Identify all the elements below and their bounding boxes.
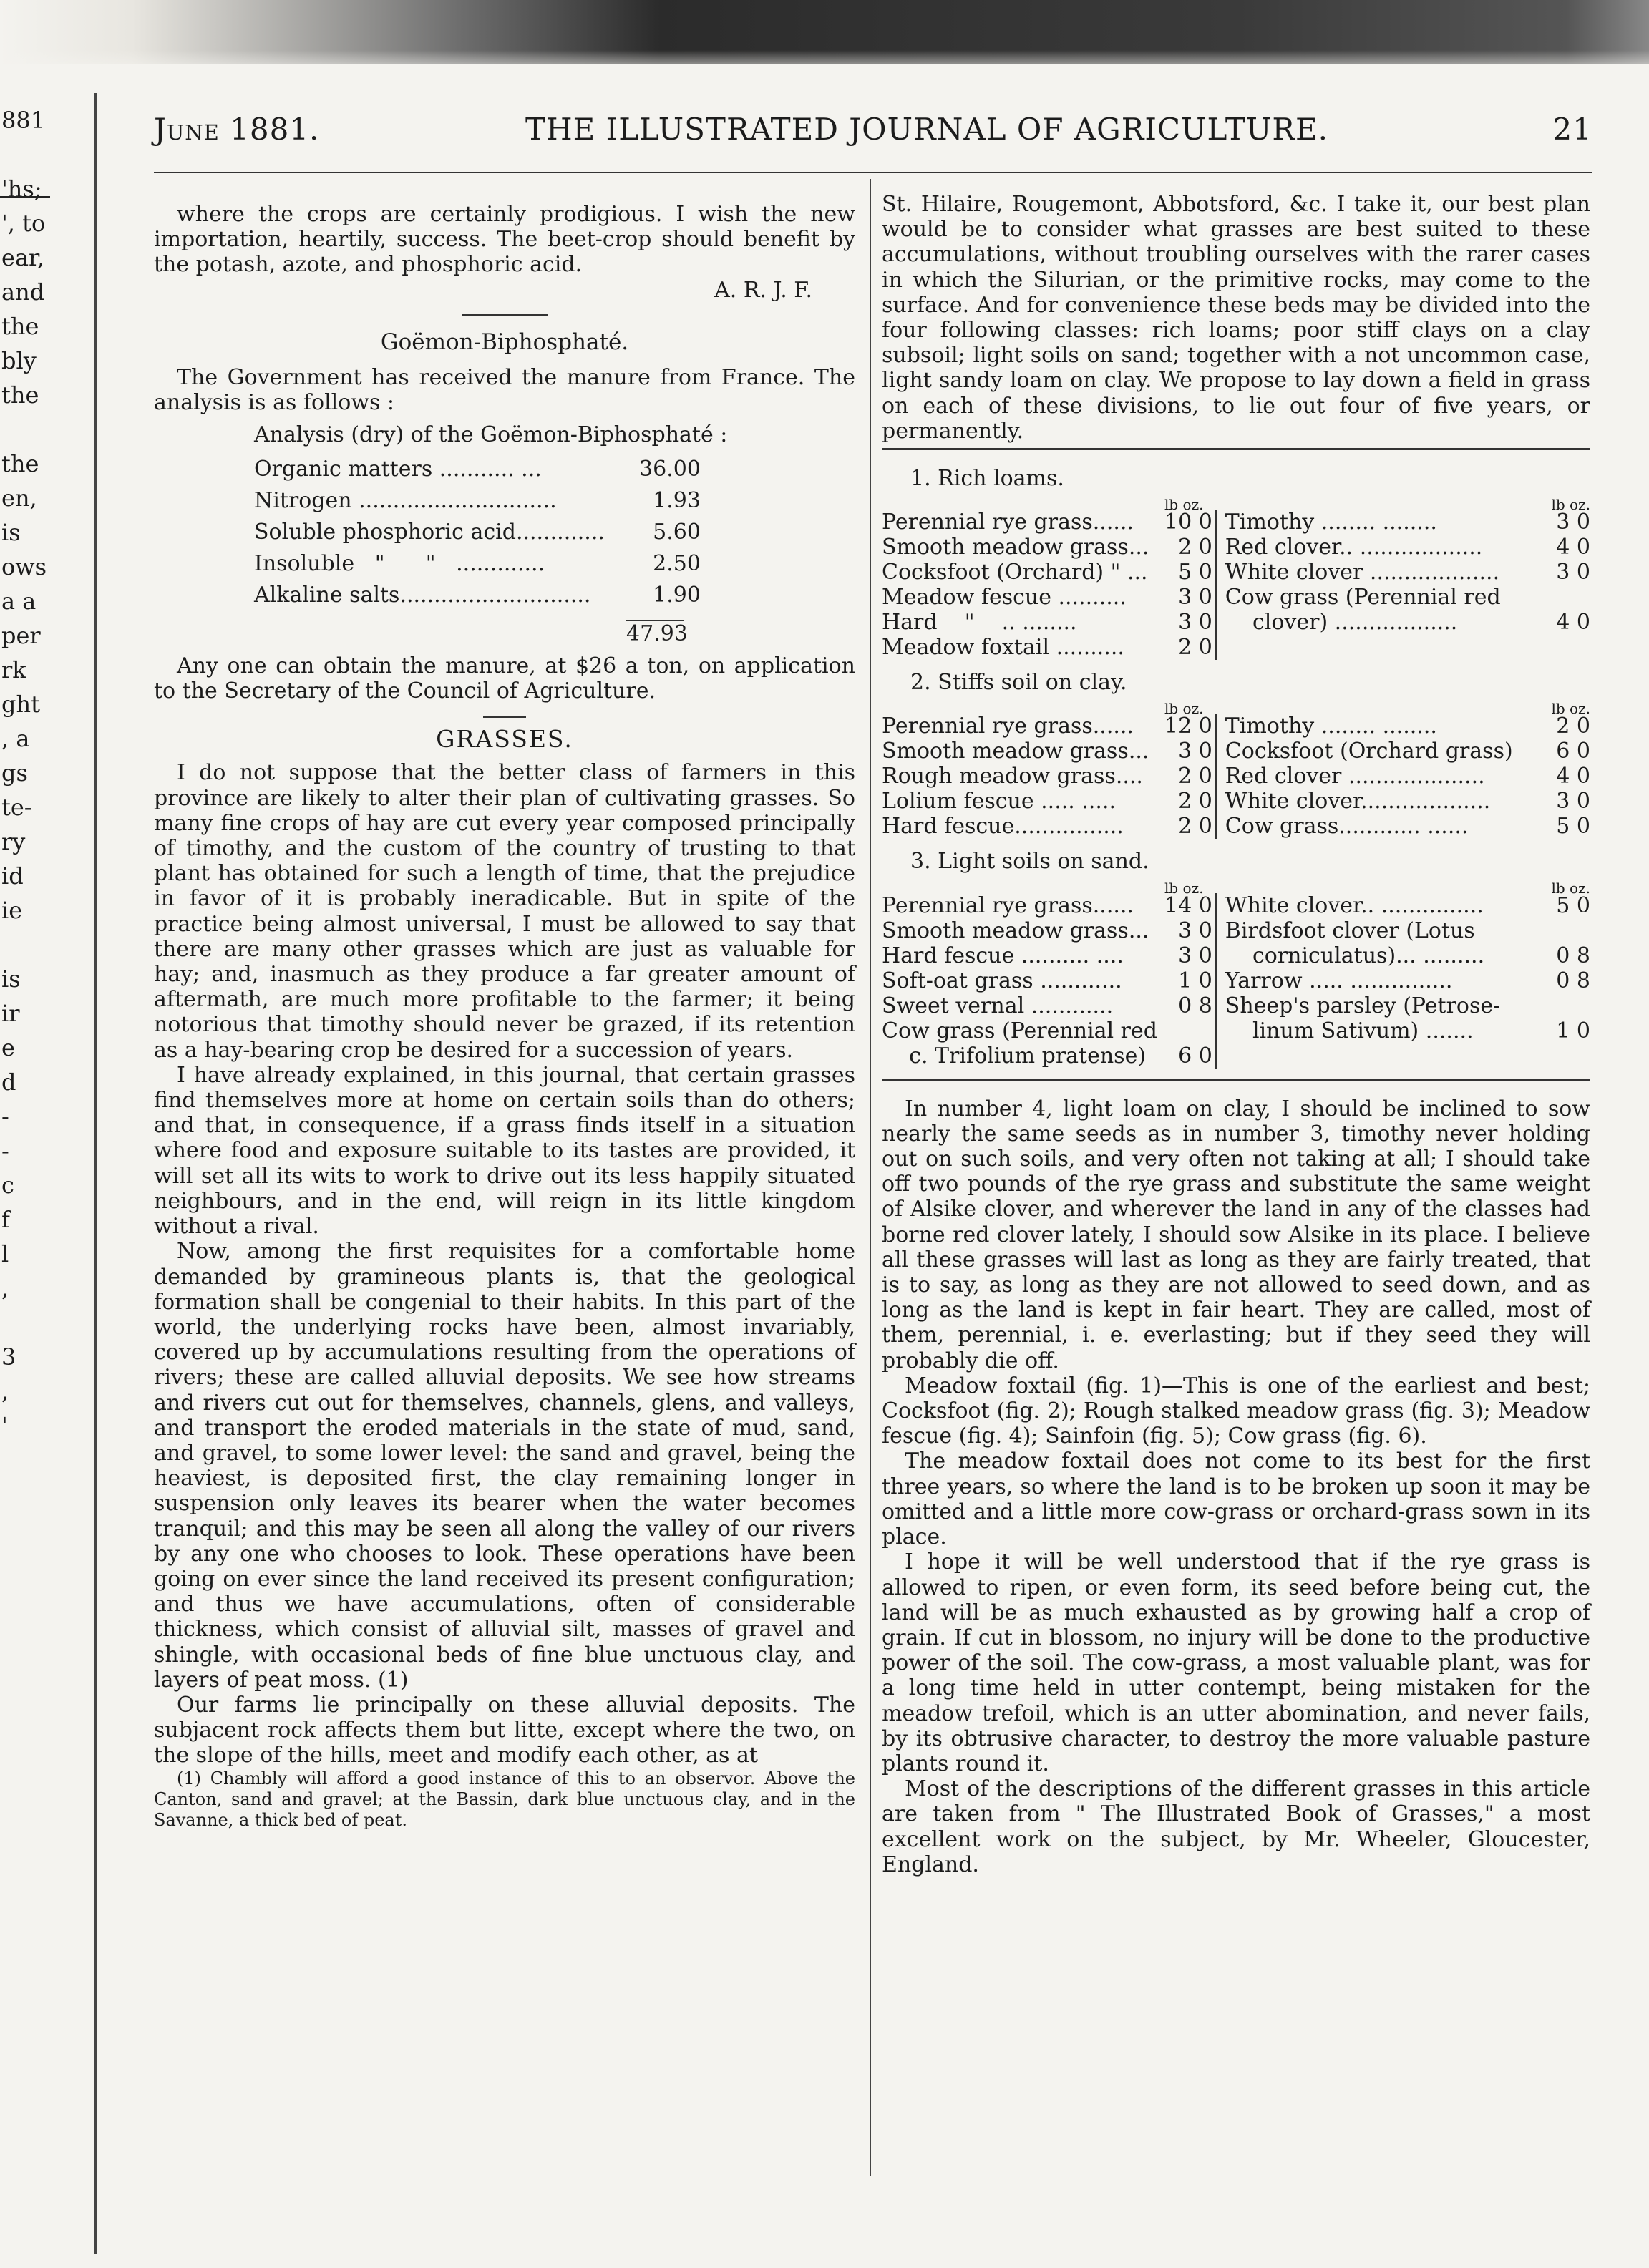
analysis-title: Analysis (dry) of the Goëmon-Biphosphaté : [254,422,728,448]
margin-fragment: ry [1,828,26,855]
seed-weight-left: 2 0 [1164,789,1216,814]
analysis-value: 2.50 [653,550,701,576]
seed-weight-left: 1 0 [1164,968,1216,993]
margin-fragment: te- [1,794,32,821]
footnote: (1) Chambly will afford a good instance of this to an observor. Above the Canton, sand and gravel; at the Bassin, dark blue unctuous clay, and in the Savanne, a thick bed of peat. [154,1768,855,1830]
seed-name-left: Smooth meadow grass... [882,739,1149,764]
seed-weight-right: 0 8 [1556,968,1590,993]
margin-fragment: 3 [1,1343,16,1371]
table-bottom-rule [882,1079,1590,1081]
seed-weight-right [1533,993,1590,1018]
margin-fragment: d [1,1069,16,1096]
header-rule [154,172,1592,173]
margin-fragment: , [1,1275,9,1302]
analysis-label: Nitrogen ............................. [254,487,557,513]
left-margin-rule [0,196,50,198]
margin-fragment: the [1,381,39,409]
grasses-paragraph-4: Our farms lie principally on these alluvial deposits. The subjacent rock affects them but litte, except where the two, on the slope of the hills, meet and modify each other, as at [154,1692,855,1768]
seed-row [882,943,1590,968]
seed-name-left: Sweet vernal ............ [882,993,1114,1018]
unit-label-left: lb oz. [1164,700,1204,718]
section-title: 3. Light soils on sand. [910,849,1149,875]
goemon-heading: Goëmon-Biphosphaté. [380,328,629,355]
unit-header [882,492,1590,514]
seed-name-right: corniculatus)... ......... [1225,943,1485,968]
seed-weight-right: 3 0 [1556,510,1590,535]
margin-fragment: ir [1,1000,20,1027]
unit-header [882,876,1590,897]
seed-name-left: Hard fescue .......... .... [882,943,1124,968]
binding-edge-line [94,93,97,2254]
seed-name-left: Perennial rye grass...... [882,510,1134,535]
seed-name-right: Red clover.. .................. [1225,535,1483,560]
seed-name-right [1216,635,1533,660]
seed-name-left: Hard fescue................ [882,814,1124,839]
seed-row [882,585,1590,610]
seed-name-left: Rough meadow grass.... [882,764,1143,789]
seed-row [882,610,1590,635]
seed-table [882,510,1590,660]
seed-weight-right: 1 0 [1556,1018,1590,1043]
margin-fragment: ' [1,1412,8,1439]
seed-row [882,635,1590,660]
unit-header [882,696,1590,718]
margin-fragment: per [1,622,41,649]
goemon-paragraph-1: The Government has received the manure from France. The analysis is as follows : [154,365,855,416]
page-number: 21 [1552,112,1592,147]
seed-weight-left: 12 0 [1164,714,1216,739]
seed-weight-left: 3 0 [1164,585,1216,610]
seed-name-right: White clover ................... [1225,560,1500,585]
seed-weight-right: 4 0 [1556,764,1590,789]
seed-weight-left: 14 0 [1164,893,1216,918]
seed-row [882,739,1590,764]
seed-name-left: Lolium fescue ..... ..... [882,789,1117,814]
right-intro-paragraph: St. Hilaire, Rougemont, Abbotsford, &c. I take it, our best plan would be to consider what grasses are best suited to these accumulations, without troubling ourselves with the rarer cases in which the Silurian, or the primitive rocks, may come to the surface. And for convenience these beds may be divided into the four following classes: rich loams; poor stiff clays on a clay subsoil; light soils on sand; together with a not uncommon case, light sandy loam on clay. We propose to lay down a field in grass on each of these divisions, to lie out four of five years, or permanently. [882,192,1590,444]
margin-fragment: ie [1,897,23,924]
seed-table [882,893,1590,1069]
grasses-paragraph-3: Now, among the first requisites for a comfortable home demanded by gramineous plants is, that the geological formation shall be congenial to their habits. In this part of the world, the underlying rocks have been, almost invariably, covered up by accumulations resulting from the operations of rivers; these are called alluvial deposits. We see how streams and rivers cut out for themselves, channels, glens, and valleys, and transport the eroded materials in the state of mud, sand, and gravel, to some lower level: the sand and gravel, being the heaviest, is deposited first, the clay remaining longer in suspension only leaves its bearer when the water becomes tranquil; and this may be seen all along the valley of our rivers by any one who chooses to look. These operations have been going on ever since the land received its present configuration; and thus we have accumulations, often of considerable thickness, which consist of alluvial silt, masses of gravel and shingle, with occasional beds of fine blue unctuous clay, and layers of peat moss. (1) [154,1239,855,1693]
seed-weight-right [1533,1043,1590,1069]
seed-weight-right: 5 0 [1556,814,1590,839]
unit-label-right: lb oz. [1551,496,1590,514]
analysis-value: 1.93 [653,487,701,513]
seed-row [882,1018,1590,1043]
seed-weight-left: 3 0 [1164,943,1216,968]
seed-name-right: Yarrow ..... ............... [1225,968,1453,993]
seed-weight-right: 4 0 [1556,610,1590,636]
running-header [154,112,1592,155]
seed-table [882,714,1590,839]
seed-row [882,993,1590,1018]
seed-name-left: Hard " .. ........ [882,610,1077,636]
seed-weight-left: 2 0 [1164,635,1216,660]
seed-name-left: Smooth meadow grass... [882,535,1149,560]
seed-name-right: Timothy ........ ........ [1225,714,1437,739]
seed-name-right: White clover.. ............... [1225,892,1484,918]
margin-fragment: rk [1,656,26,683]
seed-weight-left: 0 8 [1164,993,1216,1018]
number-4-paragraph: In number 4, light loam on clay, I should be inclined to sow nearly the same seeds as in number 3, timothy never holding out on such soils, and very often not taking at all; I should take off two pounds of the rye grass and substitute the same weight of Alsike clover, and wherever the land in any of the classes had borne red clover lately, I should sow Alsike in its place. I believe all these grasses will last as long as they are fairly treated, that is to say, as long as they are not allowed to seed down, and as long as the land is kept in fair heart. They are called, most of them, perennial, i. e. everlasting; but if they seed they will probably die off. [882,1096,1590,1373]
left-column [154,202,855,1831]
seed-mixture-section [882,849,1590,1068]
seed-name-left: Soft-oat grass ............ [882,968,1122,993]
analysis-label: Alkaline salts............................ [254,582,591,608]
margin-fragment: and [1,278,45,306]
analysis-row [254,454,701,485]
margin-fragment: c [1,1172,14,1199]
seed-row [882,1043,1590,1069]
seed-weight-left: 3 0 [1164,918,1216,943]
seed-name-right: Cow grass (Perennial red [1225,585,1501,610]
seed-row [882,893,1590,918]
right-column [882,192,1590,1877]
margin-fragment: ght [1,691,40,718]
seed-weight-right: 2 0 [1556,714,1590,739]
seed-name-right: Birdsfoot clover (Lotus [1225,918,1475,943]
margin-fragment: en, [1,485,37,512]
margin-fragment: , [1,1378,9,1405]
margin-fragment: e [1,1034,15,1061]
seed-row [882,714,1590,739]
margin-fragment: a a [1,588,37,615]
seed-weight-left: 10 0 [1164,510,1216,535]
margin-fragment: the [1,313,39,340]
seed-name-left: Meadow fescue .......... [882,585,1127,610]
seed-weight-left: 3 0 [1164,739,1216,764]
left-margin-fragments [0,107,86,1453]
seed-weight-right: 6 0 [1556,739,1590,764]
analysis-value: 5.60 [653,519,701,545]
seed-weight-right [1533,585,1590,610]
seed-name-right: White clover................... [1225,789,1491,814]
rye-grass-paragraph: I hope it will be well understood that if the rye grass is allowed to ripen, or even form, its seed before being cut, the land will be as much exhausted as by growing half a crop of grain. If cut in blossom, no injury will be done to the productive power of the soil. The cow-grass, a most valuable plant, was for a long time held in utter contempt, being mistaken for the meadow trefoil, which is an utter abomination, and never fails, by its obtrusive character, to destroy the more valuable pasture plants round it. [882,1549,1590,1776]
scan-top-fade [0,50,1649,79]
margin-fragment: l [1,1240,9,1267]
margin-fragment: - [1,1137,9,1164]
seed-row [882,510,1590,535]
analysis-label: Organic matters ........... ... [254,456,542,482]
seed-weight-left: 5 0 [1164,560,1216,585]
seed-weight-right: 5 0 [1556,892,1590,918]
seed-weight-left: 2 0 [1164,814,1216,839]
seed-weight-left: 2 0 [1164,535,1216,560]
analysis-value: 36.00 [639,456,701,482]
margin-fragment: is [1,965,21,993]
seed-weight-right: 3 0 [1556,789,1590,814]
grasses-heading: GRASSES. [436,725,573,754]
seed-name-left: c. Trifolium pratense) [882,1043,1147,1069]
margin-fragment: f [1,1206,10,1233]
seed-weight-left: 3 0 [1164,610,1216,635]
column-rule [870,179,871,2176]
seed-weight-right: 3 0 [1556,560,1590,585]
grasses-paragraph-2: I have already explained, in this journal, that certain grasses find themselves more at home on certain soils than do others; and that, in consequence, if a grass finds itself in a situation where food and exposure suitable to its tastes are provided, it will set all its wits to work to drive out its less happily situated neighbours, and in the end, will reign in its little kingdom without a rival. [154,1062,855,1240]
seed-row [882,764,1590,789]
margin-fragment: 'hs; [1,175,42,203]
analysis-row [254,517,701,548]
section-title: 2. Stiffs soil on clay. [910,670,1127,696]
unit-label-left: lb oz. [1164,879,1204,897]
margin-fragment: ear, [1,244,44,271]
seed-name-right: Cow grass............ ...... [1225,814,1469,839]
unit-label-right: lb oz. [1551,879,1590,897]
seed-row [882,535,1590,560]
seed-name-right: Timothy ........ ........ [1225,510,1437,535]
seed-mixture-section [882,670,1590,839]
analysis-table [254,454,701,611]
sources-paragraph: Most of the descriptions of the different grasses in this article are taken from " The Illustrated Book of Grasses," a most excellent work on the subject, by Mr. Wheeler, Gloucester, England. [882,1776,1590,1877]
seed-weight-left: 6 0 [1164,1043,1216,1069]
seed-name-left: Cow grass (Perennial red [882,1018,1157,1043]
signature: A. R. J. F. [714,277,812,303]
section-rule [483,716,526,718]
analysis-row [254,548,701,580]
seed-name-left: Cocksfoot (Orchard) " ... [882,560,1148,585]
seed-row [882,789,1590,814]
margin-fragment: , a [1,725,30,752]
analysis-total: 47.93 [626,620,688,646]
seed-row [882,918,1590,943]
seed-name-right: Red clover .................... [1225,764,1485,789]
seed-name-left: Meadow foxtail .......... [882,635,1124,661]
intro-paragraph: where the crops are certainly prodigious. I wish the new importation, heartily, success. The beet-crop should benefit by the potash, azote, and phosphoric acid. [154,202,855,278]
seed-name-right: Cocksfoot (Orchard grass) [1225,739,1513,764]
table-top-rule [882,448,1590,450]
seed-row [882,968,1590,993]
margin-fragment: 881 [1,107,46,134]
seed-row [882,560,1590,585]
unit-label-right: lb oz. [1551,700,1590,718]
margin-fragment: the [1,450,39,477]
seed-weight-right [1533,635,1590,660]
margin-fragment: id [1,862,24,890]
journal-title: THE ILLUSTRATED JOURNAL OF AGRICULTURE. [525,112,1328,147]
goemon-paragraph-2: Any one can obtain the manure, at $26 a ton, on application to the Secretary of the Council of Agriculture. [154,653,855,704]
seed-name-right [1216,1043,1533,1069]
margin-fragment: is [1,519,21,546]
foxtail-paragraph: Meadow foxtail (fig. 1)—This is one of the earliest and best; Cocksfoot (fig. 2); Rough stalked meadow grass (fig. 3); Meadow fescue (fig. 4); Sainfoin (fig. 5); Cow grass (fig. 6). [882,1373,1590,1449]
analysis-label: Soluble phosphoric acid............. [254,519,605,545]
seed-name-right: Sheep's parsley (Petrose- [1225,993,1501,1018]
analysis-row [254,580,701,611]
unit-label-left: lb oz. [1164,496,1204,514]
seed-row [882,814,1590,839]
seed-name-right: linum Sativum) ....... [1225,1018,1474,1043]
seed-weight-right: 4 0 [1556,535,1590,560]
meadow-foxtail-paragraph: The meadow foxtail does not come to its best for the first three years, so where the land is to be broken up soon it may be omitted and a little more cow-grass or orchard-grass sown in its place. [882,1449,1590,1550]
margin-fragment: bly [1,347,37,374]
header-date: June 1881. [154,112,320,147]
seed-weight-right: 0 8 [1556,943,1590,968]
seed-weight-left: 2 0 [1164,764,1216,789]
grasses-paragraph-1: I do not suppose that the better class of farmers in this province are likely to alter their plan of cultivating grasses. So many fine crops of hay are cut every year composed principally of timothy, and the custom of the country of trusting to that plant has obtained for such a length of time, that the prejudice in favor of it is probably ineradicable. But in spite of the practice being almost universal, I must be allowed to say that there are many other grasses which are just as valuable for hay; and, inasmuch as they produce a far greater amount of aftermath, are much more profitable to the farmer; it being notorious that timothy should never be grazed, if its retention as a hay-bearing crop be desired for a succession of years. [154,760,855,1063]
section-title: 1. Rich loams. [910,466,1064,492]
analysis-label: Insoluble " " ............. [254,550,545,576]
seed-name-left: Smooth meadow grass... [882,918,1149,943]
margin-fragment: - [1,1103,9,1130]
seed-name-right: clover) .................. [1225,610,1458,636]
seed-name-left: Perennial rye grass...... [882,892,1134,918]
section-rule [462,314,548,316]
analysis-value: 1.90 [653,582,701,608]
analysis-row [254,485,701,517]
margin-fragment: ows [1,553,47,580]
margin-fragment: gs [1,759,28,787]
seed-name-left: Perennial rye grass...... [882,714,1134,739]
seed-weight-right [1533,918,1590,943]
seed-mixture-section [882,466,1590,660]
margin-fragment: ', to [1,210,46,237]
seed-weight-left [1164,1018,1216,1043]
